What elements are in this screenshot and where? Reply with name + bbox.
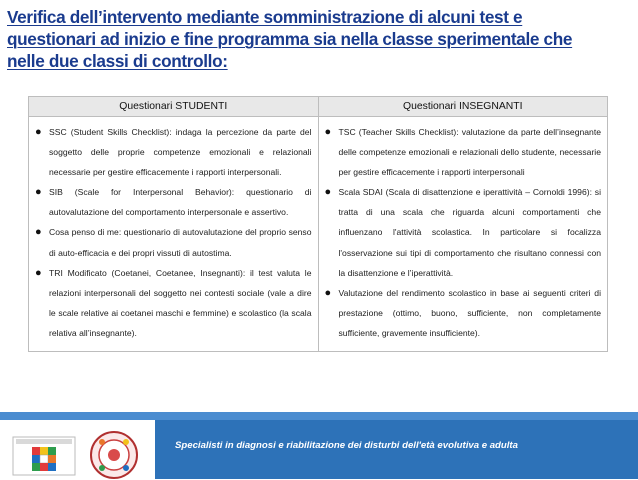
cube-logo-icon bbox=[12, 436, 76, 476]
logo-area bbox=[0, 420, 155, 479]
bullet-icon: ● bbox=[35, 126, 42, 138]
list-item: ● TSC (Teacher Skills Checklist): valutazione da parte dell’insegnante delle competenze emozionali e relazionali dello studente, necessarie per gestire efficacemente i rapporti interpersonali bbox=[323, 122, 602, 182]
questionnaire-table bbox=[28, 96, 608, 352]
title-line-3: nelle due classi di controllo: bbox=[7, 51, 228, 71]
bullet-icon: ● bbox=[324, 126, 332, 138]
list-item: ● SSC (Student Skills Checklist): indaga la percezione da parte del soggetto delle proprie competenze emozionali e relazionali necessarie per gestire efficacemente i rapporti interpersonali. bbox=[33, 122, 312, 182]
header-insegnanti: Questionari INSEGNANTI bbox=[318, 97, 608, 117]
slide-title bbox=[7, 6, 632, 72]
list-item: ● Cosa penso di me: questionario di autovalutazione del proprio senso di auto-efficacia e dei propri vissuti di autostima. bbox=[33, 222, 312, 262]
list-item: ● Scala SDAI (Scala di disattenzione e iperattività – Cornoldi 1996): si tratta di una scala che riguarda alcuni comportamenti che influenzano l'attività scolastica. In particolare si focalizza l'osservazione sui tipi di comportamento che risultano connessi con la disattenzione e l’iperattività. bbox=[323, 182, 602, 282]
studenti-list bbox=[33, 122, 312, 343]
bullet-icon: ● bbox=[35, 186, 42, 199]
insegnanti-column bbox=[318, 117, 608, 352]
bullet-icon: ● bbox=[324, 186, 332, 199]
title-line-1: Verifica dell’intervento mediante somministrazione di alcuni test e bbox=[7, 7, 523, 27]
footer-accent-band bbox=[0, 412, 638, 420]
studenti-column bbox=[29, 117, 319, 352]
bullet-icon: ● bbox=[35, 226, 42, 239]
bullet-icon: ● bbox=[324, 286, 332, 299]
list-item: ● TRI Modificato (Coetanei, Coetanee, Insegnanti): il test valuta le relazioni interpersonali del soggetto nei contesti sociale (vale a dire le scale relative ai coetanei maschi e femmine) e scolastico (la scala relativa all’insegnante). bbox=[33, 263, 312, 343]
list-item: ● Valutazione del rendimento scolastico in base ai seguenti criteri di prestazione (ottimo, buono, sufficiente, non completamente sufficiente, gravemente insufficiente). bbox=[323, 283, 602, 343]
seal-logo-icon bbox=[88, 430, 140, 480]
insegnanti-list bbox=[323, 122, 602, 343]
footer-tagline: Specialisti in diagnosi e riabilitazione dei disturbi dell'età evolutiva e adulta bbox=[175, 440, 518, 451]
footer-bar bbox=[0, 412, 638, 479]
header-studenti: Questionari STUDENTI bbox=[29, 97, 319, 117]
title-line-2: questionari ad inizio e fine programma sia nella classe sperimentale che bbox=[7, 29, 573, 49]
bullet-icon: ● bbox=[35, 266, 42, 279]
list-item: ● SIB (Scale for Interpersonal Behavior): questionario di autovalutazione del comportamento interpersonale e assertivo. bbox=[33, 182, 312, 222]
